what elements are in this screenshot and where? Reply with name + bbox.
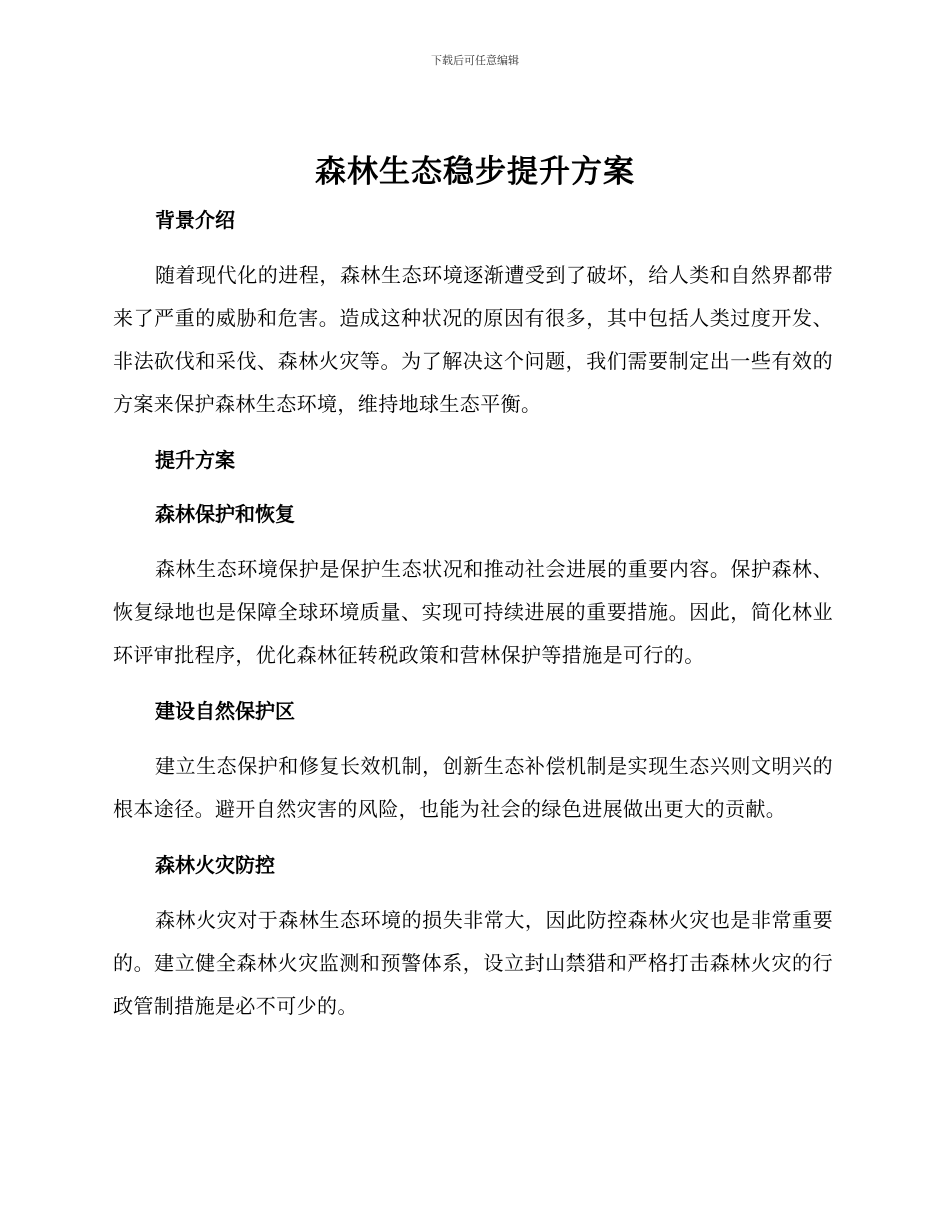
section-heading-improvement-plan: 提升方案 bbox=[155, 448, 235, 472]
section-paragraph-background: 随着现代化的进程，森林生态环境逐渐遭受到了破坏，给人类和自然界都带来了严重的威胁和危害。造成这种状况的原因有很多，其中包括人类过度开发、非法砍伐和采伐、森林火灾等。为了解决这个问题，我们需要制定出一些有效的方案来保护森林生态环境，维持地球生态平衡。 bbox=[113, 263, 833, 416]
section-heading-nature-reserve: 建设自然保护区 bbox=[155, 699, 295, 723]
document-title: 森林生态稳步提升方案 bbox=[315, 154, 635, 190]
section-paragraph-fire-prevention: 森林火灾对于森林生态环境的损失非常大，因此防控森林火灾也是非常重要的。建立健全森林火灾监测和预警体系，设立封山禁猎和严格打击森林火灾的行政管制措施是必不可少的。 bbox=[113, 908, 833, 1018]
section-heading-fire-prevention: 森林火灾防控 bbox=[155, 853, 275, 877]
section-paragraph-forest-protection: 森林生态环境保护是保护生态状况和推动社会进展的重要内容。保护森林、恢复绿地也是保障全球环境质量、实现可持续进展的重要措施。因此，简化林业环评审批程序，优化森林征转税政策和营林保护等措施是可行的。 bbox=[113, 557, 833, 667]
page-header: 下载后可任意编辑 bbox=[431, 54, 519, 67]
section-heading-forest-protection: 森林保护和恢复 bbox=[155, 502, 295, 526]
document-body bbox=[113, 202, 833, 1028]
section-paragraph-nature-reserve: 建立生态保护和修复长效机制，创新生态补偿机制是实现生态兴则文明兴的根本途径。避开自然灾害的风险，也能为社会的绿色进展做出更大的贡献。 bbox=[113, 754, 833, 821]
section-heading-background: 背景介绍 bbox=[155, 208, 235, 232]
